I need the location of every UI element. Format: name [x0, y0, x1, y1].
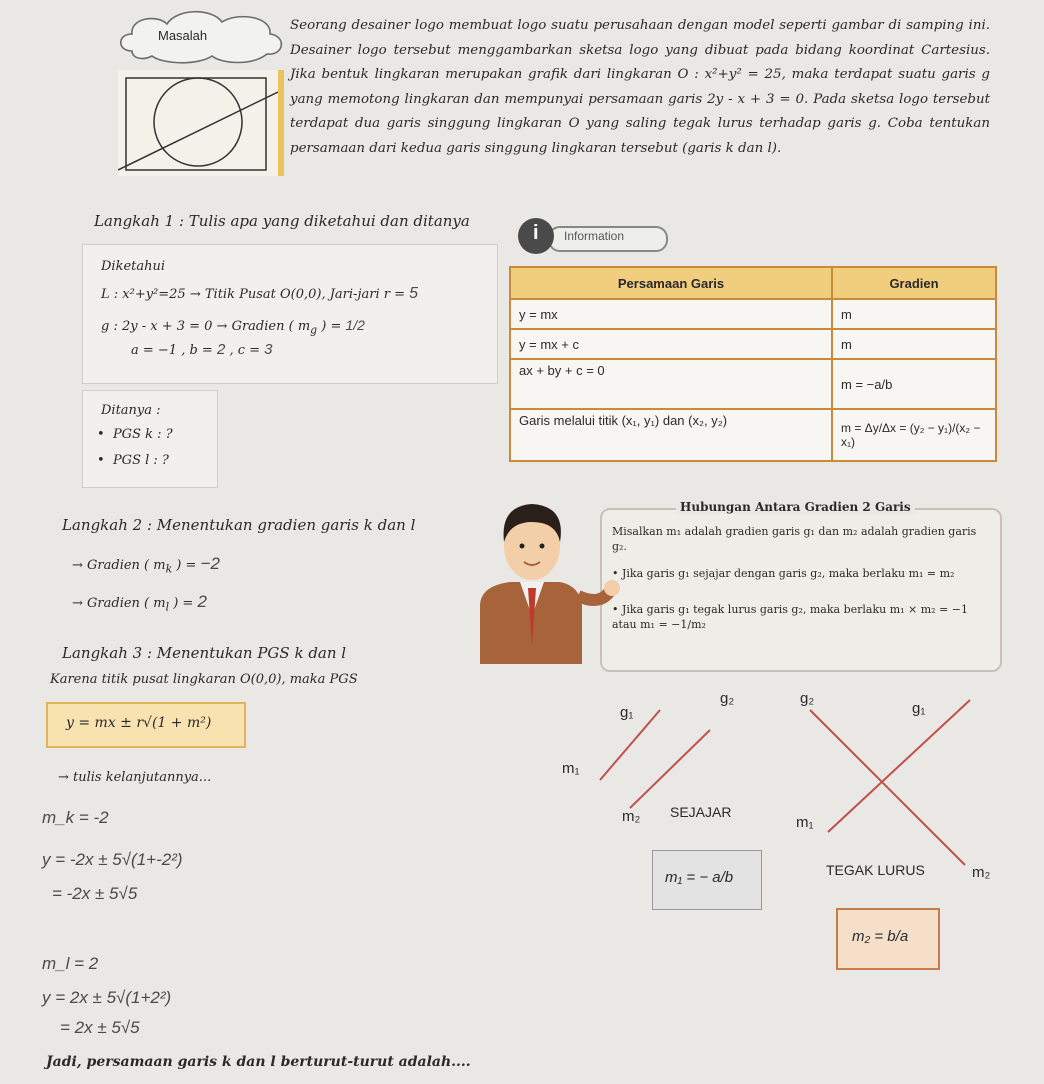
pgs-formula-box	[46, 702, 246, 748]
known-line-eq: g : 2y - x + 3 = 0 → Gradien ( m	[101, 319, 311, 334]
label-g2-perp: g₂	[800, 690, 815, 707]
table-cell: m	[832, 329, 996, 359]
gradient-l-end: ) =	[173, 596, 194, 611]
perpendicular-line-g1	[828, 700, 970, 832]
table-cell: m = −a/b	[832, 359, 996, 409]
work-line: m_k = -2	[42, 808, 109, 827]
gradient-l-value: 2	[197, 592, 207, 611]
table-header: Gradien	[832, 267, 996, 299]
relation-intro: Misalkan m₁ adalah gradien garis g₁ dan m₂ adalah gradien garis g₂.	[612, 525, 977, 553]
label-g1-perp: g₁	[912, 700, 926, 717]
known-line-sub: g	[310, 323, 318, 337]
work-line: = 2x ± 5√5	[60, 1018, 140, 1037]
step1-title: Langkah 1 : Tulis apa yang diketahui dan ditanya	[94, 212, 470, 230]
table-cell: m	[832, 299, 996, 329]
table-cell: y = mx	[510, 299, 832, 329]
gradient-k-end: ) =	[176, 558, 197, 573]
table-cell: y = mx + c	[510, 329, 832, 359]
gradient-lines-diagram	[560, 690, 1010, 900]
asked-heading: Ditanya :	[101, 403, 161, 418]
step3-title: Langkah 3 : Menentukan PGS k dan l	[62, 644, 347, 662]
gradient-l-sub: l	[165, 600, 170, 614]
problem-statement: Seorang desainer logo membuat logo suatu perusahaan dengan model seperti gambar di samping ini. Desainer logo tersebut menggambarkan sketsa logo yang dibuat pada bidang koordinat Cartesius. Jika bentuk lingkaran merupakan grafik dari lingkaran O : x²+y² = 25, maka terdapat suatu garis g yang memotong lingkaran dan mempunyai persamaan garis 2y - x + 3 = 0. Pada sketsa logo tersebut terdapat dua garis singgung lingkaran O yang saling tegak lurus terhadap garis g. Coba tentukan persamaan dari kedua garis singgung lingkaran tersebut (garis k dan l).	[290, 18, 990, 156]
pgs-formula: y = mx ± r√(1 + m²)	[66, 715, 212, 731]
perpendicular-line-g2	[810, 710, 965, 865]
asked-item: PGS l : ?	[112, 453, 169, 468]
label-m2-perp: m₂	[972, 864, 991, 881]
known-b-value: 2	[216, 341, 226, 358]
parallel-line-g2	[630, 730, 710, 808]
sejajar-formula: m₁ = − a/b	[665, 869, 734, 886]
sejajar-formula-box	[652, 850, 762, 910]
relation-title: Hubungan Antara Gradien 2 Garis	[676, 500, 915, 514]
table-cell: ax + by + c = 0	[510, 359, 832, 409]
step2-title: Langkah 2 : Menentukan gradien garis k dan l	[62, 516, 416, 534]
work-line: y = 2x ± 5√(1+2²)	[42, 988, 172, 1007]
gradient-table	[509, 266, 997, 462]
known-a-b: a = −1 , b =	[131, 343, 213, 358]
step3-intro: Karena titik pusat lingkaran O(0,0), maka PGS	[50, 672, 358, 687]
label-m2-parallel: m₂	[622, 808, 641, 825]
known-circle-eq: L : x²+y²=25 → Titik Pusat O(0,0), Jari-jari r =	[101, 287, 405, 302]
asked-box: Ditanya : • PGS k : ? • PGS l : ?	[82, 390, 218, 488]
label-g1-parallel: g₁	[620, 704, 634, 721]
known-heading: Diketahui	[101, 259, 166, 274]
teacher-illustration	[470, 496, 620, 664]
table-cell: m = Δy/Δx = (y₂ − y₁)/(x₂ − x₁)	[832, 409, 996, 461]
gradient-k-sub: k	[165, 562, 173, 576]
gradient-l-label: Gradien ( m	[87, 596, 166, 611]
tegak-label: TEGAK LURUS	[826, 862, 925, 878]
tegak-formula-box	[836, 908, 940, 970]
tegak-formula: m₂ = b/a	[852, 928, 909, 945]
relation-perpendicular: Jika garis g₁ tegak lurus garis g₂, maka berlaku m₁ × m₂ = −1 atau m₁ = −1/m₂	[612, 603, 969, 631]
label-m1-perp: m₁	[796, 814, 814, 831]
info-label: Information	[564, 229, 625, 243]
known-box	[82, 244, 498, 384]
asked-item: PGS k : ?	[112, 427, 173, 442]
gradient-k-value: −2	[200, 554, 220, 573]
work-line: m_l = 2	[42, 954, 99, 973]
known-line-eq-end: ) =	[321, 319, 342, 334]
label-m1-parallel: m₁	[562, 760, 580, 777]
label-g2-parallel: g₂	[720, 690, 735, 707]
sejajar-label: SEJAJAR	[670, 804, 732, 820]
conclusion: Jadi, persamaan garis k dan l berturut-turut adalah....	[46, 1054, 471, 1070]
relation-parallel: Jika garis g₁ sejajar dengan garis g₂, maka berlaku m₁ = m₂	[622, 567, 955, 580]
logo-sketch-image	[118, 70, 284, 176]
continue-prompt: → tulis kelanjutannya...	[58, 770, 212, 785]
gradient-relation-box: Misalkan m₁ adalah gradien garis g₁ dan m₂ adalah gradien garis g₂. • Jika garis g₁ sejajar dengan garis g₂, maka berlaku m₁ = m₂ • Jika garis g₁ tegak lurus garis g₂, maka berlaku m₁ × m₂ = −1 atau m₁ = −1/m₂	[600, 508, 1002, 672]
known-gradient-value: 1/2	[345, 317, 365, 333]
table-cell: Garis melalui titik (x₁, y₁) dan (x₂, y₂)	[510, 409, 832, 461]
gradient-k-label: Gradien ( m	[87, 558, 166, 573]
info-i-glyph: i	[533, 222, 539, 244]
work-line: = -2x ± 5√5	[52, 884, 138, 903]
work-line: y = -2x ± 5√(1+-2²)	[42, 850, 183, 869]
known-c-value: 3	[264, 341, 273, 358]
masalah-label: Masalah	[158, 28, 208, 43]
known-c-label: , c =	[229, 343, 261, 358]
known-radius-value: 5	[409, 285, 419, 302]
table-header: Persamaan Garis	[510, 267, 832, 299]
